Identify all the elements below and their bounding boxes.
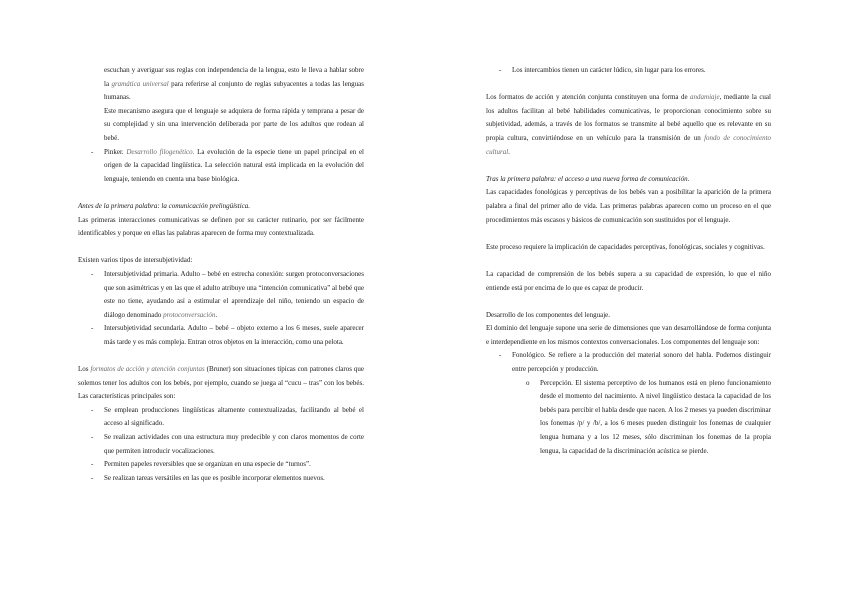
components-paragraph: El dominio del lenguaje supone una serie de dimensiones que van desarrollándose de forma conjunta e interdependiente en los mismos contextos conversacionales. Los componentes del lenguaje son: <box>486 324 771 346</box>
bullet-marker: - <box>499 351 502 360</box>
universal-grammar-paragraph: escuchan y averiguar sus reglas con independencia de la lengua, esto le lleva a hablar sobre la gramática universal para referirse al conjunto de reglas subyacentes a todas las lenguas humanas. <box>104 66 365 102</box>
heading-components: Desarrollo de los componentes del lenguaje. <box>486 310 611 319</box>
term-protoconversation: protoconversación <box>163 310 216 319</box>
capacities-paragraph: Este proceso requiere la implicación de capacidades perceptivas, fonológicas, sociales y cognitivas. <box>486 242 765 251</box>
pinker-item: - Pinker. Desarrollo filogenético. La evolución de la especie tiene un papel principal en el origen de la capacidad lingüística. La selección natural está implicada en la evolución del lenguaje, teniendo en cuenta una base biológica. <box>91 147 364 183</box>
first-word-paragraph: Las capacidades fonológicas y perceptivas de los bebés van a posibilitar la aparición de la primera palabra a final del primer año de vida. Las primeras palabras aparecen como un proceso en el que procedimientos más escasos y básicos de comunicación son sustituidos por el lenguaje. <box>486 188 771 224</box>
bullet-marker: - <box>91 269 94 278</box>
term-phylogenetic: Desarrollo filogenético. <box>126 147 195 156</box>
perception-item: o Percepción. El sistema perceptivo de los humanos está en pleno funcionamiento desde el momento del nacimiento. A nivel lingüístico destaca la capacidad de los bebés para percibir el habla desde que nacen. A los 2 meses ya pueden discriminar los fonemas /p/ y /b/, a los 6 meses pueden distinguir los fonemas de cualquier lengua humana y a los 12 meses, sólo discriminan los fonemas de la propia lengua, la capacidad de la discriminación acústica se pierde. <box>526 378 771 455</box>
sub-bullet-marker: o <box>526 378 530 387</box>
heading-first-word: Tras la primera palabra: el acceso a una nueva forma de comunicación. <box>486 174 690 183</box>
term-universal-grammar: gramática universal <box>111 79 169 88</box>
list-item: - Los intercambios tienen un carácter lúdico, sin lugar para los errores. <box>499 66 706 74</box>
comprehension-paragraph: La capacidad de comprensión de los bebés supera a su capacidad de expresión, lo que el niño entiende está por encima de lo que es capaz de producir. <box>486 269 771 292</box>
left-column <box>78 64 364 485</box>
bullet-marker: - <box>91 324 94 333</box>
right-column <box>486 64 771 458</box>
list-item: - Permiten papeles reversibles que se organizan en una especie de “turnos”. <box>91 460 311 469</box>
intersubjectivity-intro: Existen varios tipos de intersubjetividad: <box>78 256 193 265</box>
bullet-marker: - <box>91 147 94 156</box>
phonological-item: - Fonológico. Se refiere a la producción del material sonoro del habla. Podemos distinguir entre percepción y producción. <box>499 351 771 374</box>
list-item: - Se emplean producciones lingüísticas altamente contextualizadas, facilitando al bebé el acceso al significado. <box>91 405 364 428</box>
primary-intersubjectivity-item: - Intersubjetividad primaria. Adulto – bebé en estrecha conexión: surgen protoconversaciones que son asimétricas y en las que el adulto atribuye una “intención comunicativa” al bebé que este no tiene, ayudando así a estimular el aprendizaje del niño, teniendo un espacio de diálogo denominado protoconversación. <box>91 269 364 319</box>
term-cultural-knowledge: fondo de conocimiento cultural <box>486 133 772 156</box>
scaffolding-paragraph: Los formatos de acción y atención conjunta constituyen una forma de andamiaje, mediante la cual los adultos facilitan al bebé habilidades comunicativas, le proporcionan conocimiento sobre su subjetividad, además, a través de los formatos se transmite al bebé aquello que es relevante en su propia cultura, convirtiéndose en un vehículo para la transmisión de un fondo de conocimiento cultural. <box>486 93 772 156</box>
list-item: - Se realizan actividades con una estructura muy predecible y con claros momentos de corte que permiten introducir vocalizaciones. <box>91 433 364 455</box>
first-interactions-paragraph: Las primeras interacciones comunicativas se definen por su carácter rutinario, por ser fácilmente identificables y porque en ellas las palabras aparecen de forma muy contextualizada. <box>78 215 364 238</box>
term-scaffolding: andamiaje <box>690 93 720 102</box>
mechanism-paragraph: Este mecanismo asegura que el lenguaje se adquiera de forma rápida y temprana a pesar de su complejidad y sin una intervención deliberada por parte de los adultos que rodean al bebé. <box>104 106 364 142</box>
list-item: - Se realizan tareas versátiles en las que es posible incorporar elementos nuevos. <box>91 473 325 482</box>
secondary-intersubjectivity-item: - Intersubjetividad secundaria. Adulto – bebé – objeto externo a los 6 meses, suele aparecer más tarde y es más compleja. Entran otros objetos en la interacción, como una pelota. <box>91 324 364 346</box>
formats-paragraph: Los formatos de acción y atención conjuntas (Bruner) son situaciones típicas con patrones claros que solemos tener los adultos con los bebés, por ejemplo, cuando se juega al “cucu – tras” con los bebés. Las características principales son: <box>78 365 365 401</box>
heading-prelinguistic: Antes de la primera palabra: la comunicación prelingüística. <box>78 201 250 210</box>
term-joint-formats: formatos de acción y atención conjuntas <box>90 365 205 374</box>
